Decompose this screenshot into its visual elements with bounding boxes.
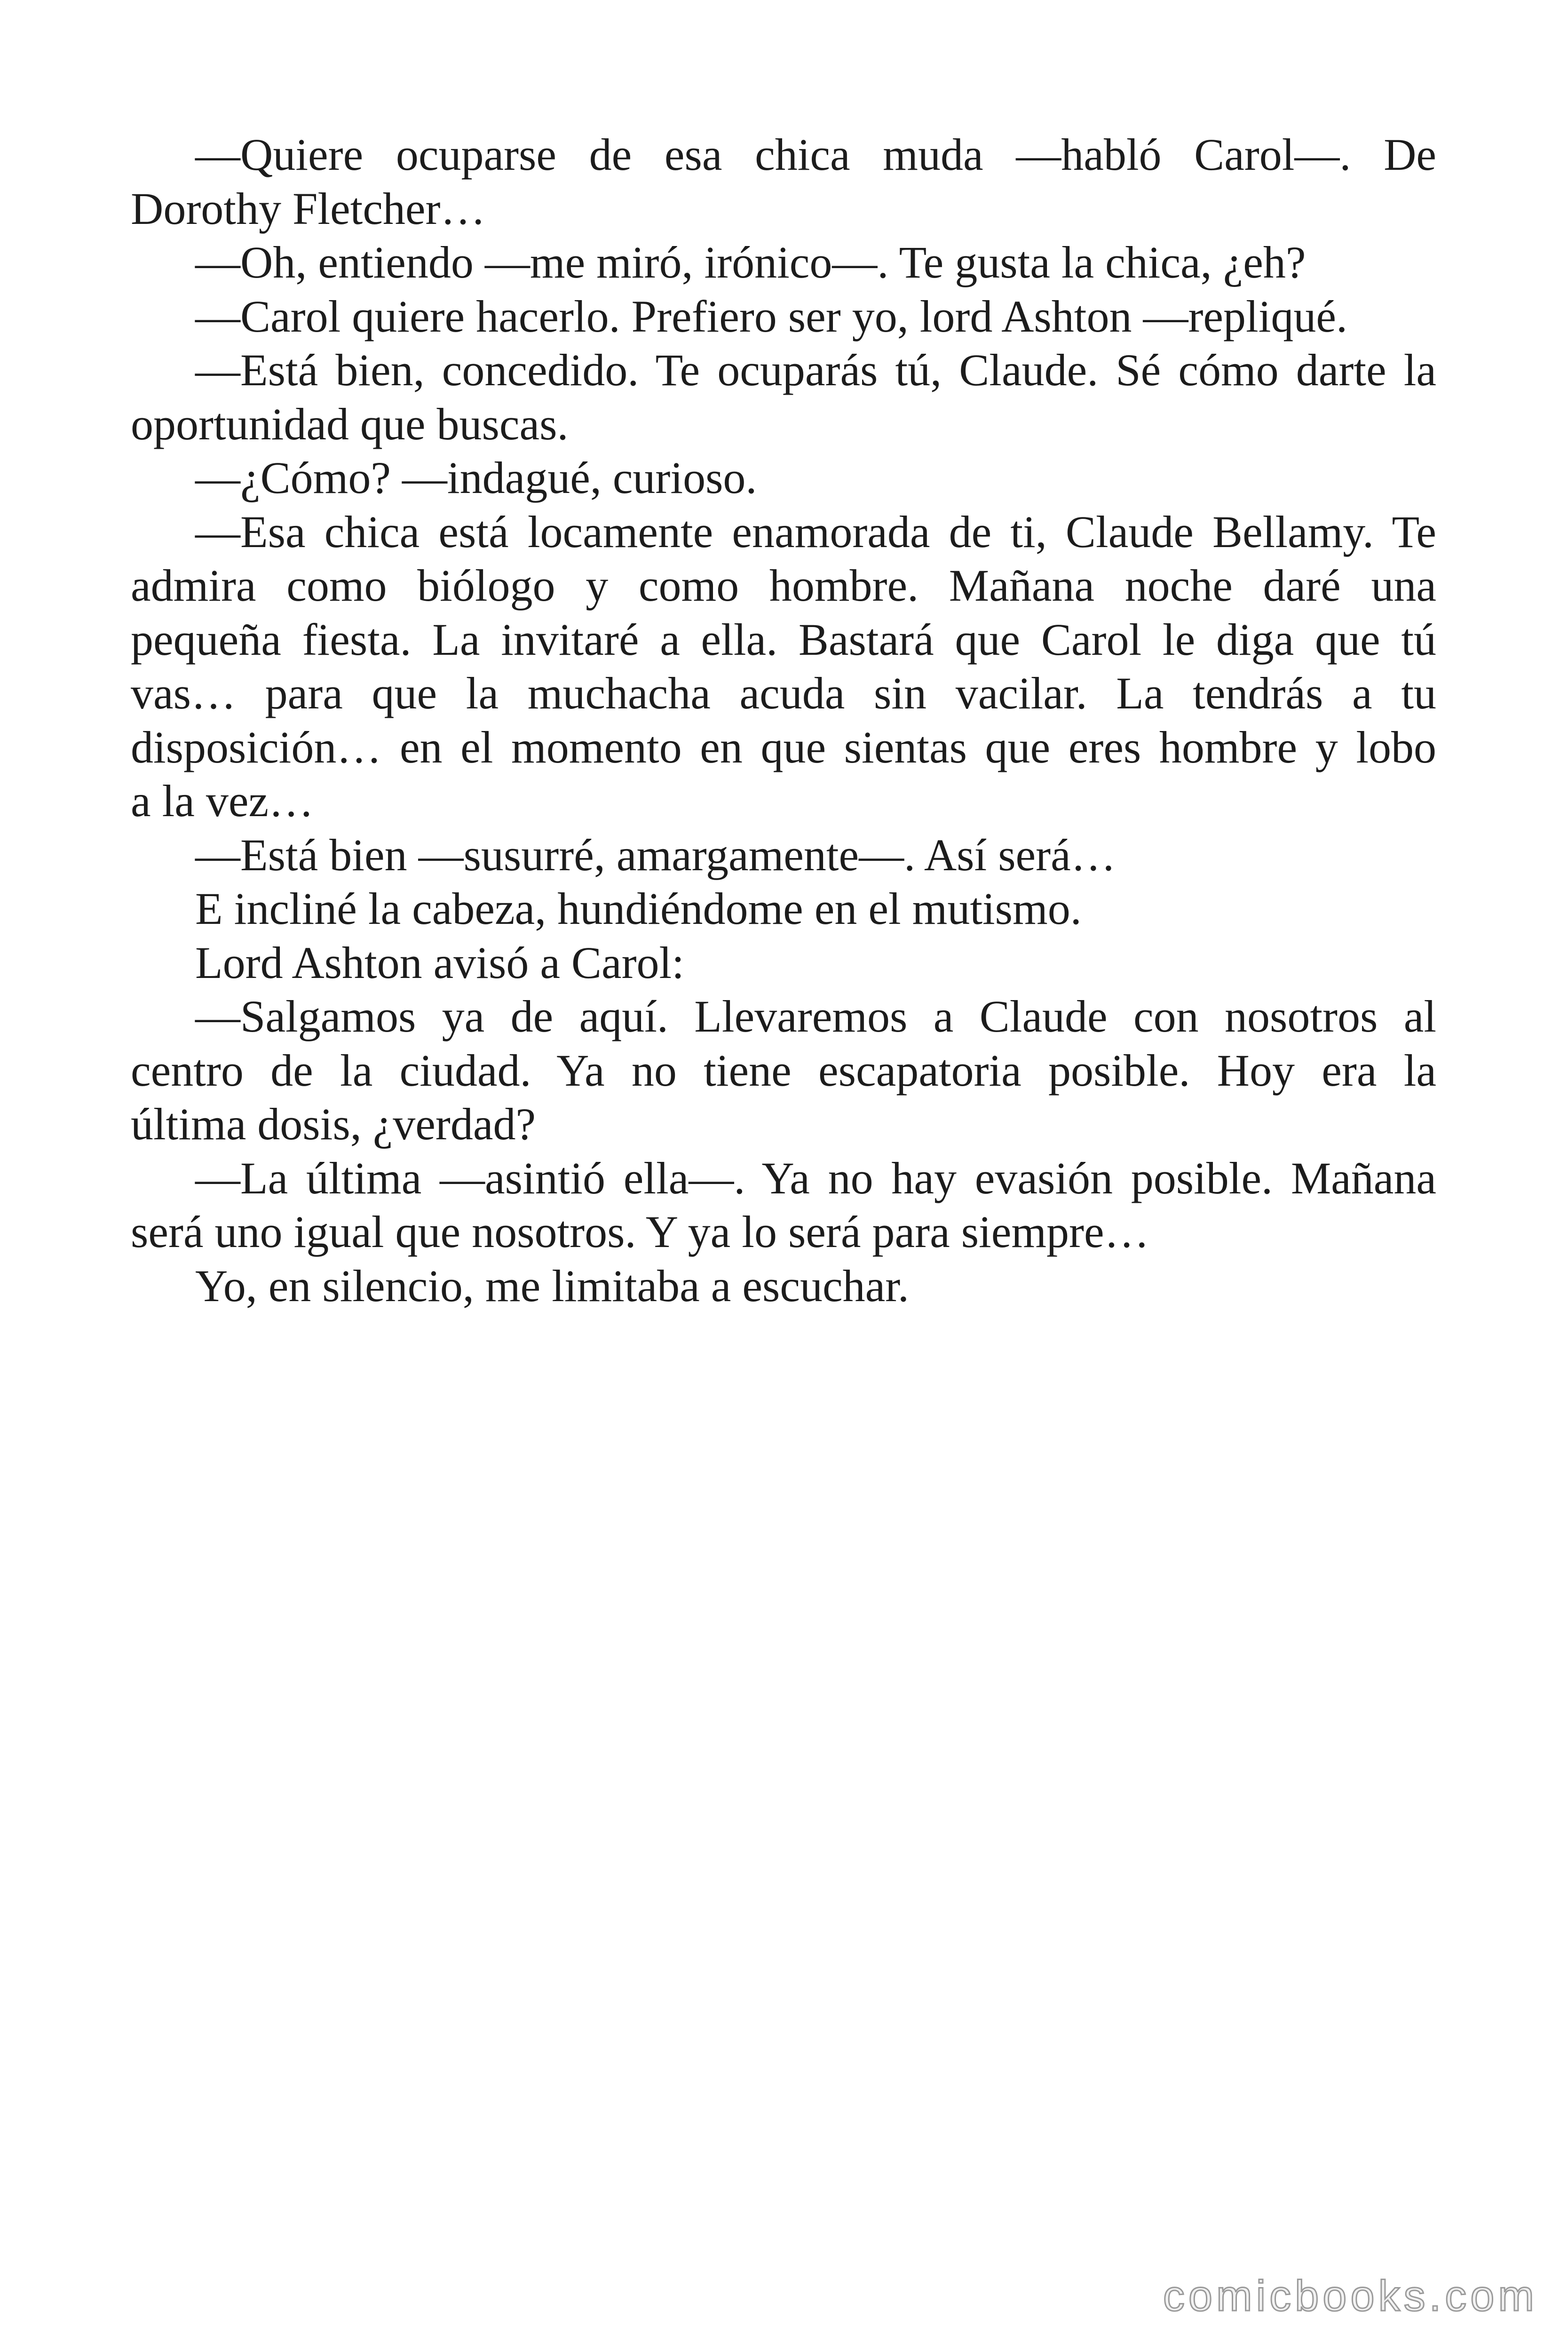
text-line: —Salgamos ya de aquí. Llevaremos a Claude con nosotros al <box>195 991 1436 1041</box>
text-line: Dorothy Fletcher… <box>131 183 486 234</box>
text-line: —Carol quiere hacerlo. Prefiero ser yo, lord Ashton —repliqué. <box>195 291 1347 342</box>
text-line: oportunidad que buscas. <box>131 398 569 449</box>
paragraph <box>131 828 1436 882</box>
text-line: —Oh, entiendo —me miró, irónico—. Te gusta la chica, ¿eh? <box>195 237 1306 287</box>
paragraph <box>131 1259 1436 1313</box>
page-body <box>131 128 1436 1313</box>
text-line: —Está bien —susurré, amargamente—. Así será… <box>195 829 1116 880</box>
text-line: última dosis, ¿verdad? <box>131 1099 536 1149</box>
paragraph <box>131 882 1436 936</box>
text-line: —Esa chica está locamente enamorada de ti, Claude Bellamy. Te <box>195 506 1436 557</box>
text-line: centro de la ciudad. Ya no tiene escapatoria posible. Hoy era la <box>131 1045 1436 1096</box>
text-line: pequeña fiesta. La invitaré a ella. Bastará que Carol le diga que tú <box>131 614 1436 665</box>
text-line: Yo, en silencio, me limitaba a escuchar. <box>195 1260 909 1311</box>
paragraph <box>131 343 1436 451</box>
text-line: —Está bien, concedido. Te ocuparás tú, Claude. Sé cómo darte la <box>195 345 1436 395</box>
text-line: será uno igual que nosotros. Y ya lo será para siempre… <box>131 1207 1149 1257</box>
paragraph <box>131 451 1436 505</box>
text-line: E incliné la cabeza, hundiéndome en el mutismo. <box>195 883 1082 934</box>
text-line: disposición… en el momento en que sientas que eres hombre y lobo <box>131 722 1436 772</box>
text-line: —La última —asintió ella—. Ya no hay evasión posible. Mañana <box>195 1152 1436 1203</box>
paragraph <box>131 1152 1436 1259</box>
text-line: —¿Cómo? —indagué, curioso. <box>195 453 757 503</box>
paragraph <box>131 505 1436 828</box>
paragraph <box>131 290 1436 344</box>
paragraph <box>131 990 1436 1152</box>
paragraph <box>131 936 1436 990</box>
text-line: a la vez… <box>131 776 314 826</box>
text-line: admira como biólogo y como hombre. Mañana noche daré una <box>131 560 1436 611</box>
text-line: Lord Ashton avisó a Carol: <box>195 937 684 988</box>
text-line: —Quiere ocuparse de esa chica muda —habló Carol—. De <box>195 129 1436 180</box>
paragraph <box>131 128 1436 236</box>
paragraph <box>131 236 1436 290</box>
text-line: vas… para que la muchacha acuda sin vacilar. La tendrás a tu <box>131 668 1436 718</box>
watermark: comicbooks.com <box>1163 2272 1538 2320</box>
